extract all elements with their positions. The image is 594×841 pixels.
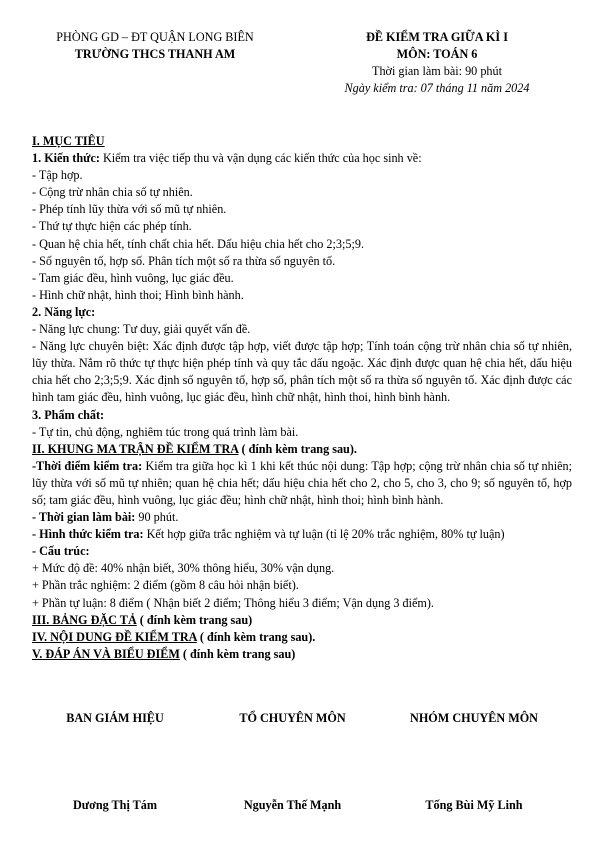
signature-names (0, 798, 594, 816)
ability-general: - Năng lực chung: Tư duy, giải quyết vấn đề. (32, 322, 251, 337)
subject-title: MÔN: TOÁN 6 (396, 47, 478, 61)
knowledge-label: 1. Kiến thức: (32, 151, 100, 166)
signature-name-group: Tống Bùi Mỹ Linh (425, 798, 523, 812)
structure-item: + Phần tự luận: 8 điểm ( Nhận biết 2 điểm; Thông hiểu 3 điểm; Vận dụng 3 điểm). (32, 595, 434, 610)
signature-role-board: BAN GIÁM HIỆU (66, 711, 164, 725)
exam-duration: Thời gian làm bài: 90 phút (372, 64, 502, 78)
exam-form-label: - Hình thức kiểm tra: (32, 527, 144, 542)
knowledge-item: - Tam giác đều, hình vuông, lục giác đều. (32, 270, 234, 285)
structure-item: + Phần trắc nghiệm: 2 điểm (gồm 8 câu hỏi nhận biết). (32, 578, 299, 593)
school-header (40, 29, 270, 63)
exam-header (318, 29, 556, 97)
ability-label: 2. Năng lực: (32, 304, 96, 319)
knowledge-item: - Số nguyên tố, hợp số. Phân tích một số ra thừa số nguyên tố. (32, 253, 336, 268)
signature-name-department: Nguyễn Thế Mạnh (243, 798, 342, 812)
exam-timing-label: -Thời điểm kiểm tra: (32, 458, 143, 473)
signature-name-board: Dương Thị Tám (72, 798, 158, 812)
section-2-suffix: ( đính kèm trang sau). (238, 441, 357, 456)
exam-date: Ngày kiểm tra: 07 tháng 11 năm 2024 (344, 81, 530, 95)
quality-text: - Tự tin, chủ động, nghiêm túc trong quá trình làm bài. (32, 424, 299, 439)
knowledge-item: - Tập hợp. (32, 168, 83, 183)
exam-title: ĐỀ KIỂM TRA GIỮA KÌ I (366, 30, 508, 44)
ability-specific: - Năng lực chuyên biệt: Xác định được tập hợp, viết được tập hợp; Tính toán cộng trừ nhân chia số tự nhiên, lũy thừa. Nắm rõ thức tự thực hiện phép tính và quy tắc dấu ngoặc. Xác định được quan hệ chia hết, dấu hiệu chia hết cho 2;3;5;9. Xác định số nguyên tố, hợp số, phân tích một số ra thừa số nguyên tố. Xác định được các hình tam giác đều, hình vuông, lục giác đều, hình chữ nhật, hình thoi, hình bình hành. (32, 339, 572, 405)
structure-label: - Cấu trúc: (32, 544, 90, 559)
knowledge-intro-text: Kiểm tra việc tiếp thu và vận dụng các kiến thức của học sinh về: (99, 151, 422, 166)
knowledge-item: - Hình chữ nhật, hình thoi; Hình bình hành. (32, 287, 244, 302)
knowledge-item: - Cộng trừ nhân chia số tự nhiên. (32, 185, 193, 200)
knowledge-item: - Thứ tự thực hiện các phép tính. (32, 219, 192, 234)
signature-role-department: TỔ CHUYÊN MÔN (239, 711, 346, 725)
exam-form (32, 526, 572, 543)
exam-length (32, 509, 572, 526)
section-4-suffix: ( đính kèm trang sau). (196, 629, 316, 644)
exam-length-text: 90 phút. (135, 510, 179, 525)
section-3-heading (32, 612, 572, 629)
knowledge-intro (32, 150, 572, 167)
section-2-heading (32, 441, 572, 458)
structure-item: + Mức độ đề: 40% nhận biết, 30% thông hiểu, 30% vận dụng. (32, 561, 335, 576)
department-name: PHÒNG GD – ĐT QUẬN LONG BIÊN (56, 30, 254, 44)
exam-length-label: - Thời gian làm bài: (32, 510, 136, 525)
knowledge-item: - Quan hệ chia hết, tính chất chia hết. Dấu hiệu chia hết cho 2;3;5;9. (32, 236, 364, 251)
section-1-title: I. MỤC TIÊU (32, 134, 105, 148)
exam-timing-text: Kiểm tra giữa học kì 1 khi kết thúc nội dung: Tập hợp; cộng trừ nhân chia số tự nhiên; lũy thừa với số mũ tự nhiên; quan hệ chia hết; dấu hiệu chia hết cho 2, cho 5, cho 3, cho 9; số nguyên tố, hợp số; tam giác đều, hình vuông, lục giác đều; hình chữ nhật, hình thoi; hình bình hành. (32, 458, 572, 507)
section-5-title: V. ĐÁP ÁN VÀ BIỂU ĐIỂM (32, 646, 180, 661)
section-2-title: II. KHUNG MA TRẬN ĐỀ KIỂM TRA (32, 441, 239, 456)
knowledge-item: - Phép tính lũy thừa với số mũ tự nhiên. (32, 202, 227, 217)
exam-timing (32, 458, 572, 509)
section-3-suffix: ( đính kèm trang sau) (136, 612, 253, 627)
signature-role-group: NHÓM CHUYÊN MÔN (410, 711, 538, 725)
section-5-suffix: ( đính kèm trang sau) (179, 646, 296, 661)
section-5-heading (32, 646, 572, 663)
section-4-heading (32, 629, 572, 646)
quality-label: 3. Phẩm chất: (32, 407, 105, 422)
signature-roles (0, 711, 594, 729)
document-body (32, 133, 572, 663)
section-3-title: III. BẢNG ĐẶC TẢ (32, 612, 137, 627)
exam-form-text: Kết hợp giữa trắc nghiệm và tự luận (tỉ lệ 20% trắc nghiệm, 80% tự luận) (143, 527, 505, 542)
school-name: TRƯỜNG THCS THANH AM (74, 47, 236, 61)
section-4-title: IV. NỘI DUNG ĐỀ KIỂM TRA (32, 629, 197, 644)
